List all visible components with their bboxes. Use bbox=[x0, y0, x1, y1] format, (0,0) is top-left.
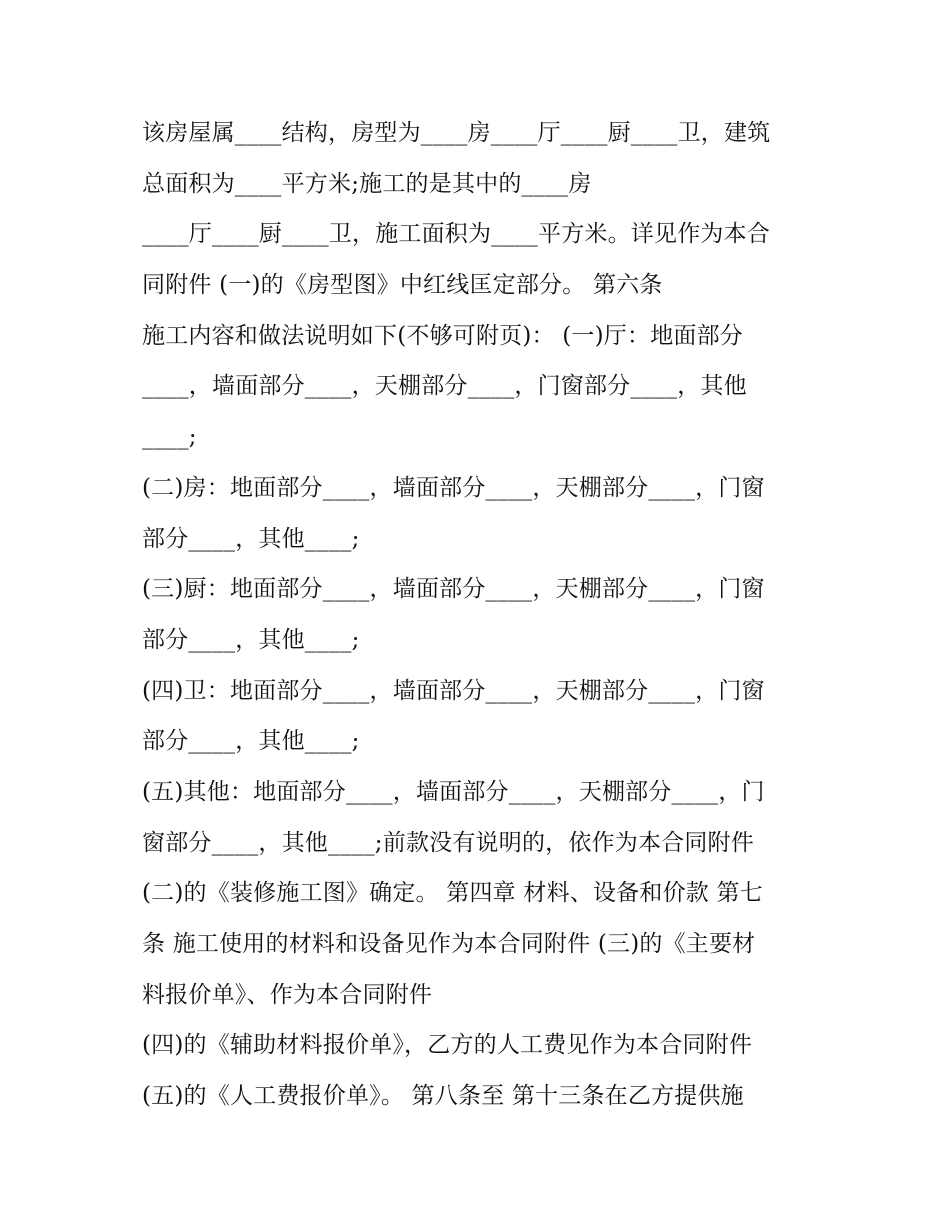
text-line: 窗部分____，其他____;前款没有说明的，依作为本合同附件 bbox=[142, 829, 754, 856]
text-line: ____厅____厨____卫，施工面积为____平方米。详见作为本合 bbox=[142, 221, 770, 248]
text-line: 部分____，其他____; bbox=[142, 525, 360, 552]
text-line: 料报价单》、作为本合同附件 bbox=[142, 981, 433, 1008]
text-line: (五)的《人工费报价单》。 第八条至 第十三条在乙方提供施 bbox=[142, 1083, 744, 1110]
text-line: (四)的《辅助材料报价单》，乙方的人工费见作为本合同附件 bbox=[142, 1032, 753, 1059]
text-line: (三)厨：地面部分____，墙面部分____，天棚部分____，门窗 bbox=[142, 576, 765, 603]
text-line: 部分____，其他____; bbox=[142, 626, 360, 653]
text-line: 总面积为____平方米;施工的是其中的____房 bbox=[142, 170, 592, 197]
text-line: 部分____，其他____; bbox=[142, 728, 360, 755]
text-line: ____，墙面部分____，天棚部分____，门窗部分____，其他 bbox=[142, 373, 747, 400]
text-line: 同附件 (一)的《房型图》中红线匡定部分。 第六条 bbox=[142, 272, 663, 299]
text-line: (五)其他：地面部分____，墙面部分____，天棚部分____，门 bbox=[142, 778, 765, 805]
contract-text-body bbox=[142, 108, 822, 1122]
text-line: (二)房：地面部分____，墙面部分____，天棚部分____，门窗 bbox=[142, 474, 765, 501]
text-line: 该房屋属____结构，房型为____房____厅____厨____卫，建筑 bbox=[142, 120, 771, 146]
text-line: (二)的《装修施工图》确定。 第四章 材料、设备和价款 第七 bbox=[142, 880, 763, 907]
text-line: 条 施工使用的材料和设备见作为本合同附件 (三)的《主要材 bbox=[142, 931, 756, 957]
text-line: ____; bbox=[142, 424, 197, 451]
text-line: 施工内容和做法说明如下(不够可附页)： (一)厅：地面部分 bbox=[142, 322, 744, 349]
text-line: (四)卫：地面部分____，墙面部分____，天棚部分____，门窗 bbox=[142, 677, 765, 704]
